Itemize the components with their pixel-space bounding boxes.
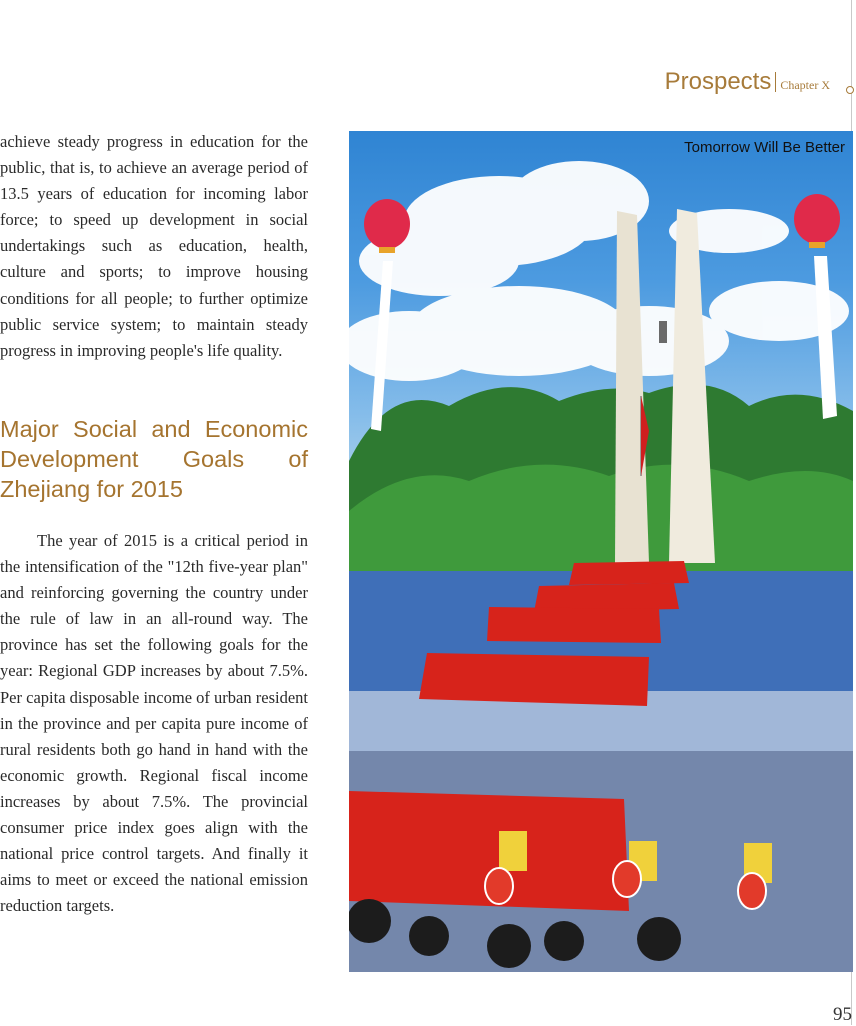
page-number: 95 xyxy=(833,1004,852,1025)
monument-plaque xyxy=(659,321,667,343)
header-ornament-icon xyxy=(846,86,854,94)
body-paragraph-2-block xyxy=(0,528,308,919)
photo-caption: Tomorrow Will Be Better xyxy=(684,139,845,156)
header-chapter-label: Chapter X xyxy=(780,78,830,92)
body-paragraph-1-block xyxy=(0,129,308,364)
banner-2 xyxy=(534,583,679,612)
banner-3 xyxy=(487,607,661,643)
body-paragraph-2: The year of 2015 is a critical period in the intensification of the "12th five-year plan" and reinforcing governing the country under the rule of law in an all-round way. The province has set the following goals for the year: Regional GDP increases by about 7.5%. Per capita disposable income of urban resident in the province and per capita pure income of rural residents both go hand in hand with the economic growth. Regional fiscal income increases by about 7.5%. The provincial consumer price index goes align with the national price control targets. And finally it aims to meet or exceed the national emission reduction targets. xyxy=(0,531,308,916)
banner-1 xyxy=(569,561,689,585)
section-heading: Major Social and Economic Development Goals of Zhejiang for 2015 xyxy=(0,416,308,502)
header-section-title: Prospects xyxy=(664,68,772,95)
running-header xyxy=(665,68,830,96)
monument-left-pillar xyxy=(615,211,649,563)
body-paragraph-1: achieve steady progress in education for the public, that is, to achieve an average period of 13.5 years of education for incoming labor force; to speed up development in social undertakings such as education, health, culture and sports; to improve housing conditions for all people; to further optimize public service system; to maintain steady progress in improving people's life quality. xyxy=(0,132,308,360)
ceremony-illustration xyxy=(349,131,853,972)
header-separator xyxy=(775,72,776,92)
ceremony-photo xyxy=(349,131,853,972)
clouds xyxy=(349,161,849,381)
banner-4 xyxy=(419,653,649,706)
